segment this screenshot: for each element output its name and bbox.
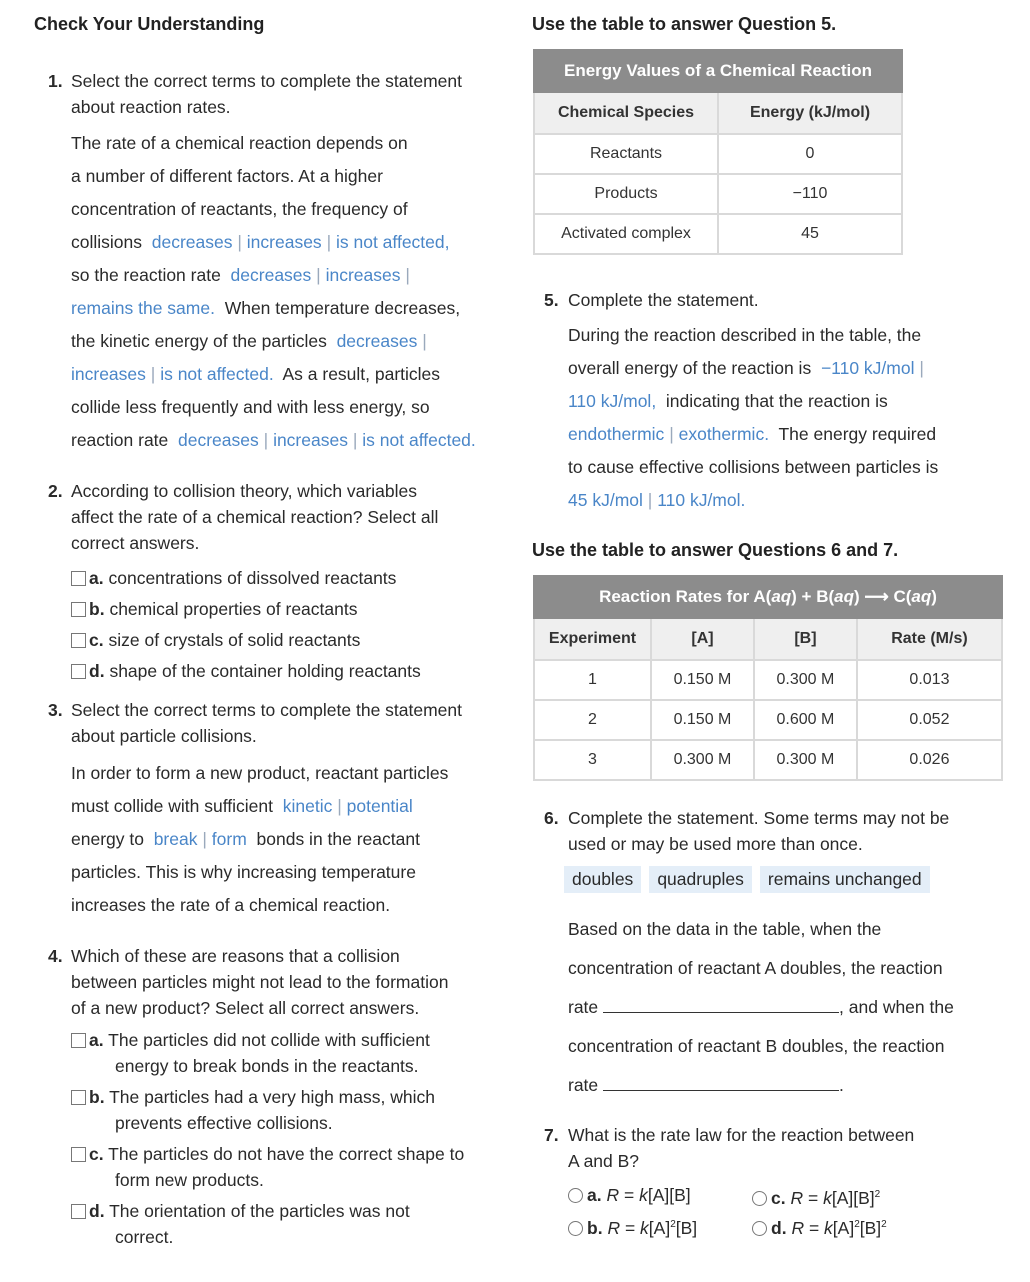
table-cell: Activated complex (534, 214, 718, 254)
q5-option-exothermic[interactable]: exothermic. (678, 424, 770, 444)
table-cell: 0.150 M (651, 660, 754, 700)
q2-number: 2. (48, 481, 63, 501)
q5-option-45[interactable]: 45 kJ/mol (568, 490, 643, 510)
q3-option-form[interactable]: form (211, 829, 247, 849)
table-cell: −110 (718, 174, 902, 214)
q6-number: 6. (544, 808, 559, 828)
q1-option-decreases-2[interactable]: decreases (230, 265, 312, 285)
q1-option-increases-2[interactable]: increases (325, 265, 401, 285)
q4-option-b[interactable]: b. The particles had a very high mass, which prevents effective collisions. (71, 1084, 464, 1141)
checkbox[interactable] (71, 664, 86, 679)
reaction-rates-table (533, 575, 1003, 781)
q1-option-remains-same[interactable]: remains the same. (71, 298, 215, 318)
column-header: Rate (M/s) (857, 618, 1002, 660)
answer-blank-1[interactable] (603, 998, 839, 1013)
table-row (534, 214, 902, 254)
table-row (534, 700, 1002, 740)
section-heading: Check Your Understanding (34, 14, 265, 34)
q4-number: 4. (48, 946, 63, 966)
table-cell: 1 (534, 660, 651, 700)
checkbox[interactable] (71, 1204, 86, 1219)
table-row (534, 134, 902, 174)
table-cell: 45 (718, 214, 902, 254)
q1-option-not-affected-4[interactable]: is not affected. (362, 430, 476, 450)
q1-option-increases-4[interactable]: increases (273, 430, 348, 450)
table-cell: 0 (718, 134, 902, 174)
table-cell: 0.600 M (754, 700, 857, 740)
q7-option-d[interactable]: d. $R = k[A]^2[B]^2$ (752, 1210, 887, 1243)
energy-table (533, 49, 903, 255)
table-cell: 0.300 M (651, 740, 754, 780)
q3-passage: In order to form a new product, reactant particles must collide with sufficient kinetic | potential energy to break | form bonds in the reactant particles. This is why increasing temperature increases the rate of a chemical reaction. (71, 763, 449, 915)
q5-number: 5. (544, 290, 559, 310)
q3-prompt: Select the correct terms to complete the statement about particle collisions. (71, 700, 463, 746)
q3-option-kinetic[interactable]: kinetic (282, 796, 333, 816)
q1-option-decreases-3[interactable]: decreases (336, 331, 418, 351)
table5-heading: Use the table to answer Question 5. (532, 14, 837, 34)
q3-number: 3. (48, 700, 63, 720)
table-cell: Products (534, 174, 718, 214)
q5-prompt: Complete the statement. (568, 290, 759, 310)
column-header: Chemical Species (534, 92, 718, 134)
column-header: [B] (754, 618, 857, 660)
q4-option-a[interactable]: a. The particles did not collide with sufficient energy to break bonds in the reactants. (71, 1027, 464, 1084)
q6-word-bank (564, 866, 938, 893)
q6-passage: Based on the data in the table, when the concentration of reactant A doubles, the reaction rate , and when the concentration of reactant B doubles, the reaction rate . (568, 919, 954, 1095)
radio-button[interactable] (568, 1188, 583, 1203)
q5-passage: During the reaction described in the table, the overall energy of the reaction is −110 kJ/mol | 110 kJ/mol, indicating that the reaction is endothermic | exothermic. The energy required to cause effective collisions between particles is 45 kJ/mol | 110 kJ/mol. (568, 325, 939, 510)
checkbox[interactable] (71, 602, 86, 617)
q7-option-b[interactable]: b. $R = k[A]^2[B]$ (568, 1210, 697, 1243)
q5-option-110b[interactable]: 110 kJ/mol. (657, 490, 746, 510)
checkbox[interactable] (71, 1090, 86, 1105)
q1-option-not-affected-3[interactable]: is not affected. (160, 364, 274, 384)
table-cell: 3 (534, 740, 651, 780)
checkbox[interactable] (71, 633, 86, 648)
table6-heading: Use the table to answer Questions 6 and 7. (532, 540, 899, 560)
checkbox[interactable] (71, 571, 86, 586)
q5-option-neg110[interactable]: −110 kJ/mol (820, 358, 915, 378)
q7-option-a[interactable]: a. R = k[A][B] (568, 1180, 691, 1210)
table-cell: 2 (534, 700, 651, 740)
q3-option-break[interactable]: break (153, 829, 198, 849)
q6-prompt: Complete the statement. Some terms may not be used or may be used more than once. (568, 808, 950, 854)
column-header: [A] (651, 618, 754, 660)
table-row (534, 174, 902, 214)
q1-option-decreases-4[interactable]: decreases (178, 430, 259, 450)
q3-option-potential[interactable]: potential (346, 796, 413, 816)
q7-prompt: What is the rate law for the reaction between A and B? (568, 1125, 915, 1171)
q1-option-not-affected-1[interactable]: is not affected, (335, 232, 450, 252)
q2-option-c[interactable]: c. size of crystals of solid reactants (71, 625, 421, 656)
chip-remains-unchanged[interactable]: remains unchanged (760, 866, 930, 893)
radio-button[interactable] (752, 1191, 767, 1206)
table-caption: Energy Values of a Chemical Reaction (534, 50, 902, 92)
q7-number: 7. (544, 1125, 559, 1145)
q2-options (71, 563, 421, 687)
checkbox[interactable] (71, 1033, 86, 1048)
q4-option-d[interactable]: d. The orientation of the particles was not correct. (71, 1198, 464, 1250)
q5-option-endothermic[interactable]: endothermic (568, 424, 665, 444)
table-row (534, 740, 1002, 780)
q2-option-d[interactable]: d. shape of the container holding reactants (71, 656, 421, 687)
answer-blank-2[interactable] (603, 1076, 839, 1091)
q1-option-increases-3[interactable]: increases (71, 364, 146, 384)
q2-option-a[interactable]: a. concentrations of dissolved reactants (71, 563, 421, 594)
chip-quadruples[interactable]: quadruples (649, 866, 752, 893)
q1-number: 1. (48, 71, 63, 91)
q5-option-110[interactable]: 110 kJ/mol, (568, 391, 657, 411)
table-cell: 0.300 M (754, 740, 857, 780)
q2-prompt: According to collision theory, which variables affect the rate of a chemical reaction? Select all correct answers. (71, 481, 439, 553)
radio-button[interactable] (752, 1221, 767, 1236)
q1-passage: The rate of a chemical reaction depends on a number of different factors. At a higher concentration of reactants, the frequency of collisions decreases | increases | is not affected, so the reaction rate decreases | increases | remains the same. When temperature decreases, the kinetic energy of the particles decreases | increases | is not affected. As a result, particles collide less frequently and with less energy, so reaction rate decreases | increases | is not affected. (71, 133, 476, 450)
column-header: Experiment (534, 618, 651, 660)
chip-doubles[interactable]: doubles (564, 866, 641, 893)
column-header: Energy (kJ/mol) (718, 92, 902, 134)
q7-option-c[interactable]: c. $R = k[A][B]^2$ (752, 1180, 880, 1213)
checkbox[interactable] (71, 1147, 86, 1162)
table-row (534, 660, 1002, 700)
q4-prompt: Which of these are reasons that a collision between particles might not lead to the formation of a new product? Select all correct answers. (71, 946, 449, 1018)
q2-option-b[interactable]: b. chemical properties of reactants (71, 594, 421, 625)
q1-option-increases-1[interactable]: increases (246, 232, 322, 252)
q1-prompt: Select the correct terms to complete the statement about reaction rates. (71, 71, 463, 117)
table-cell: 0.052 (857, 700, 1002, 740)
table-cell: 0.013 (857, 660, 1002, 700)
radio-button[interactable] (568, 1221, 583, 1236)
table-cell: 0.026 (857, 740, 1002, 780)
table-caption: Reaction Rates for A(aq) + B(aq) ⟶ C(aq) (534, 576, 1002, 618)
q4-option-c[interactable]: c. The particles do not have the correct shape to form new products. (71, 1141, 464, 1198)
q4-options (71, 1027, 464, 1250)
table-cell: 0.150 M (651, 700, 754, 740)
q1-option-decreases-1[interactable]: decreases (151, 232, 233, 252)
table-cell: 0.300 M (754, 660, 857, 700)
table-cell: Reactants (534, 134, 718, 174)
